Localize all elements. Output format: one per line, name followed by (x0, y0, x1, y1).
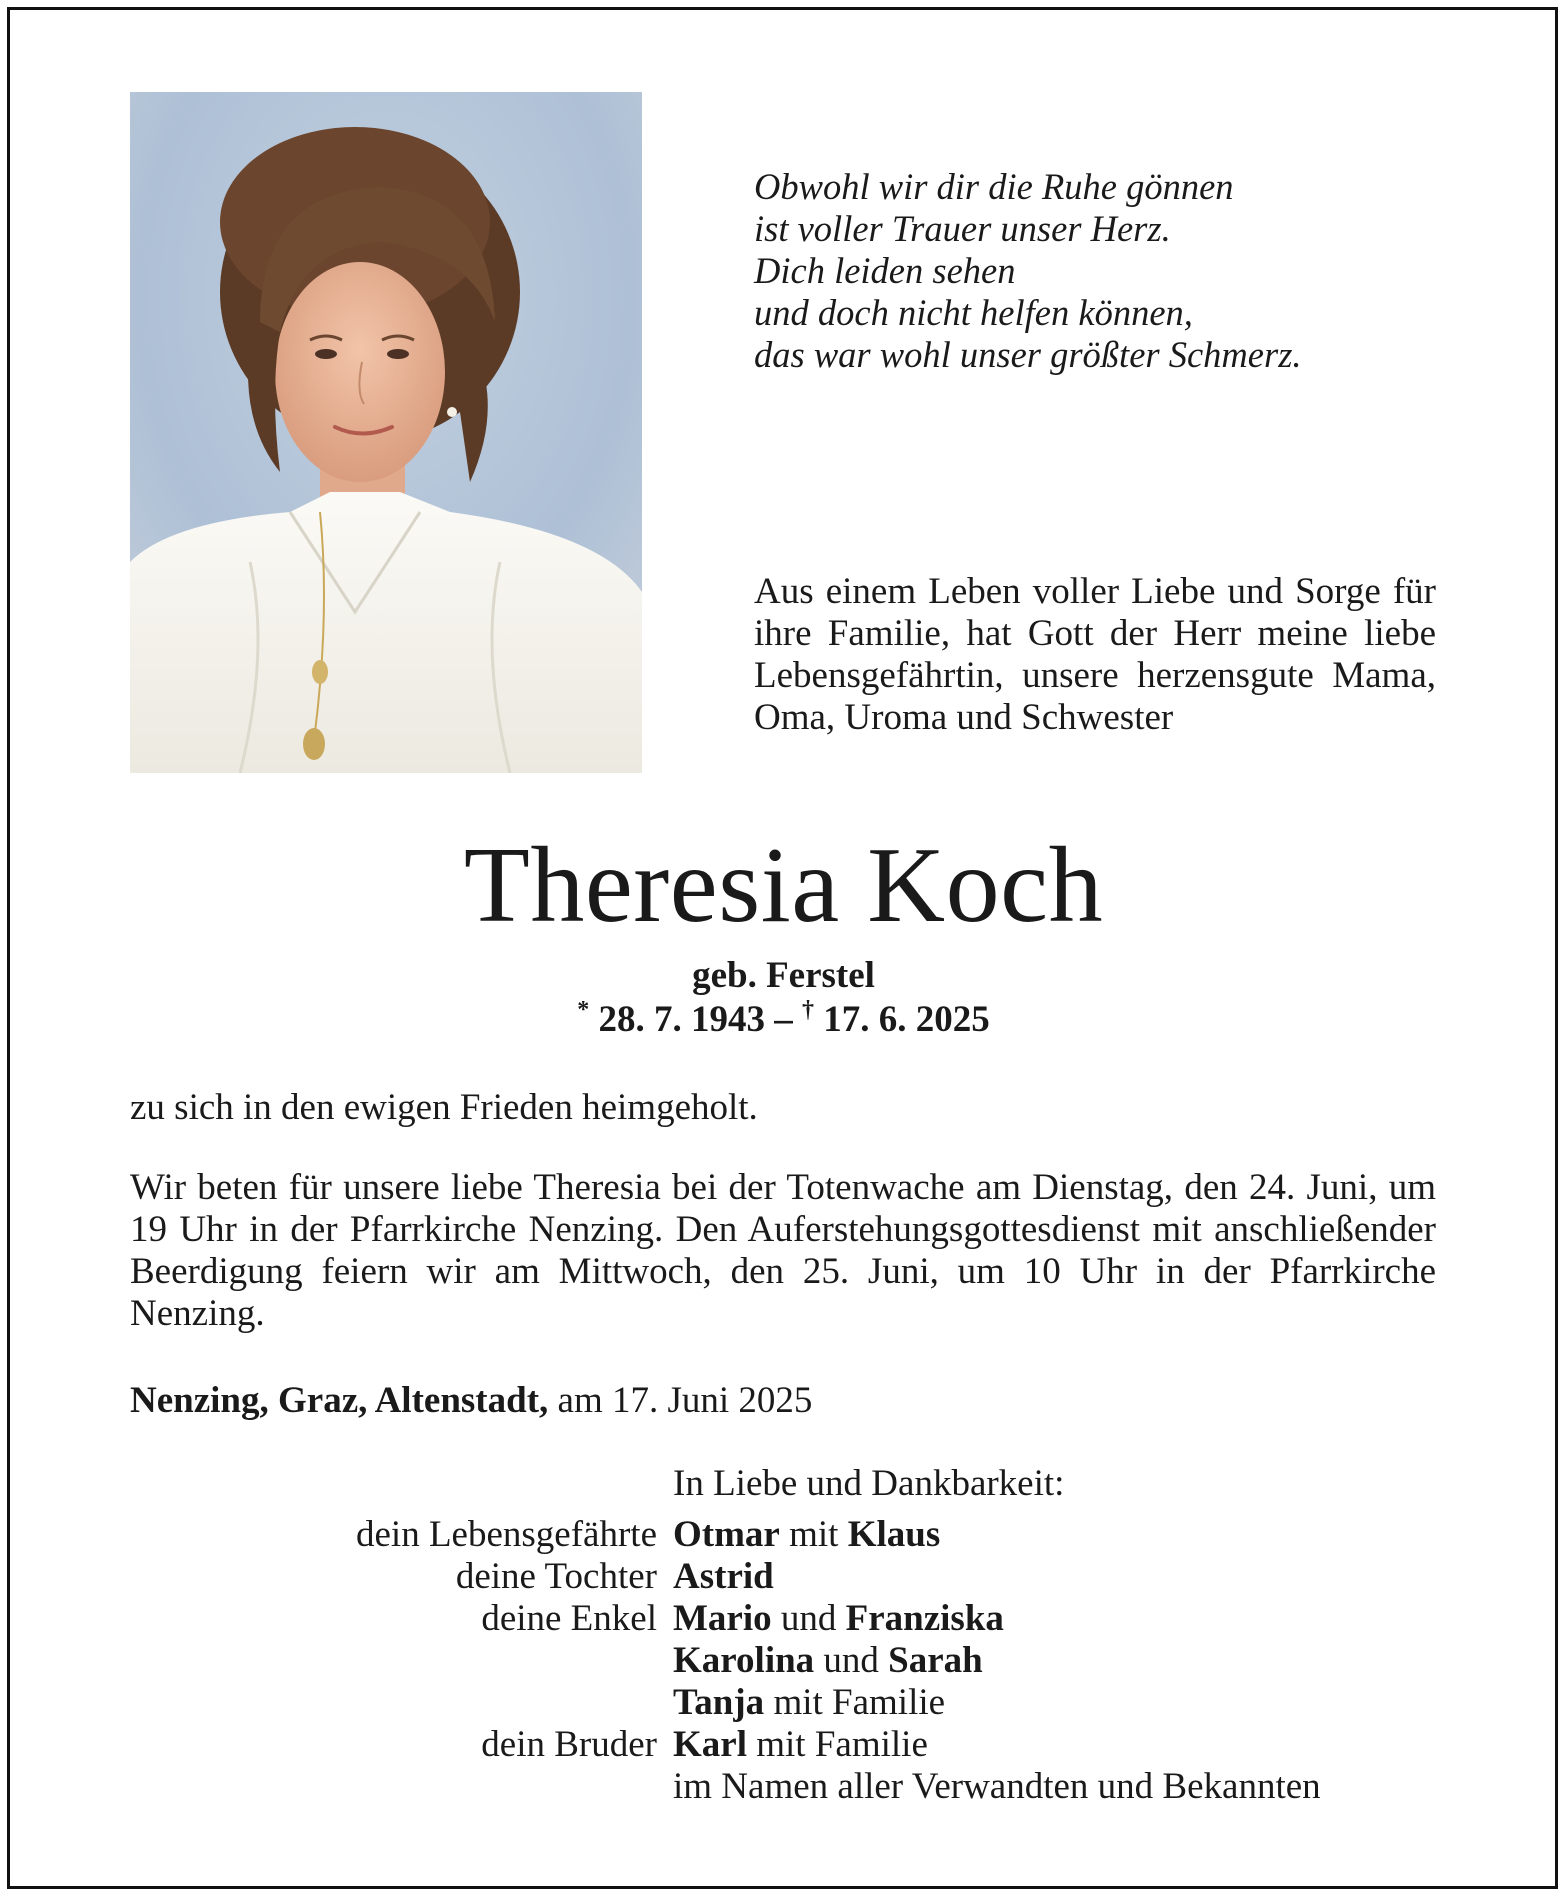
death-mark: † (802, 997, 814, 1023)
mourner-suffix: mit Familie (773, 1682, 946, 1723)
portrait-illustration (130, 92, 642, 773)
mourner-suffix: mit Familie (756, 1724, 928, 1765)
mourner-name: Karolina (673, 1640, 815, 1681)
mourner-names (673, 1682, 1450, 1724)
poem-line: das war wohl unser größter Schmerz. (754, 334, 1302, 375)
mourner-joiner: mit (789, 1514, 839, 1555)
birth-date: 28. 7. 1943 (598, 999, 765, 1040)
mourner-name: Astrid (673, 1556, 774, 1597)
mourner-name: Karl (673, 1724, 747, 1765)
mourner-relation: deine Enkel (481, 1598, 657, 1639)
mourner-names (673, 1766, 1450, 1808)
intro-text: Aus einem Leben voller Liebe und Sorge für ihre Familie, hat Gott der Herr meine liebe Lebensgefährtin, unsere herzensgute Mama, Oma, Uroma und Schwester (754, 571, 1436, 738)
mourner-row (130, 1682, 1450, 1724)
poem (754, 166, 1454, 376)
birth-mark: * (577, 997, 590, 1023)
birth-name: geb. Ferstel (692, 955, 875, 996)
mourner-row (130, 1640, 1450, 1682)
mourner-name: Franziska (845, 1598, 1004, 1639)
mourner-names (673, 1514, 1450, 1556)
mourner-row (130, 1598, 1450, 1640)
poem-line: ist voller Trauer unser Herz. (754, 208, 1171, 249)
mourner-row (130, 1514, 1450, 1556)
mourner-joiner: und (823, 1640, 879, 1681)
mourner-relation (130, 1682, 673, 1724)
mourner-relation (130, 1640, 673, 1682)
mourner-name: Mario (673, 1598, 772, 1639)
life-dates (0, 998, 1567, 1042)
date-separator: – (774, 999, 793, 1040)
mourner-suffix: im Namen aller Verwandten und Bekannten (673, 1766, 1321, 1807)
mourner-names (673, 1724, 1450, 1766)
mourner-row (130, 1766, 1450, 1808)
mourner-names (673, 1598, 1450, 1640)
mourner-relation: deine Tochter (455, 1556, 657, 1597)
mourner-row (130, 1724, 1450, 1766)
place-towns: Nenzing, Graz, Altenstadt, (130, 1380, 549, 1421)
thanks-line: In Liebe und Dankbarkeit: (673, 1463, 1065, 1504)
mourner-relation: dein Lebensgefährte (356, 1514, 657, 1555)
mourners-list (130, 1514, 1450, 1808)
mourner-name: Tanja (673, 1682, 765, 1723)
poem-line: und doch nicht helfen können, (754, 292, 1193, 333)
poem-line: Obwohl wir dir die Ruhe gönnen (754, 166, 1234, 207)
death-date: 17. 6. 2025 (823, 999, 990, 1040)
service-details: Wir beten für unsere liebe Theresia bei der Totenwache am Dienstag, den 24. Juni, um 19 Uhr in der Pfarrkirche Nenzing. Den Auferstehungsgottesdienst mit anschließender Beerdigung feiern wir am Mittwoch, den 25. Juni, um 10 Uhr in der Pfarrkirche Nenzing. (130, 1167, 1436, 1334)
deceased-name: Theresia Koch (463, 826, 1104, 945)
mourner-names (673, 1556, 1450, 1598)
mourner-names (673, 1640, 1450, 1682)
homecoming-text: zu sich in den ewigen Frieden heimgeholt. (130, 1087, 758, 1128)
portrait-photo (130, 92, 642, 773)
mourner-relation (130, 1766, 673, 1808)
mourner-name: Otmar (673, 1514, 780, 1555)
poem-line: Dich leiden sehen (754, 250, 1016, 291)
mourner-name: Sarah (888, 1640, 983, 1681)
mourner-joiner: und (780, 1598, 837, 1639)
notice-date: am 17. Juni 2025 (557, 1380, 813, 1421)
mourner-relation: dein Bruder (481, 1724, 657, 1765)
mourner-name: Klaus (847, 1514, 941, 1555)
mourner-row (130, 1556, 1450, 1598)
place-and-date (130, 1380, 1436, 1422)
